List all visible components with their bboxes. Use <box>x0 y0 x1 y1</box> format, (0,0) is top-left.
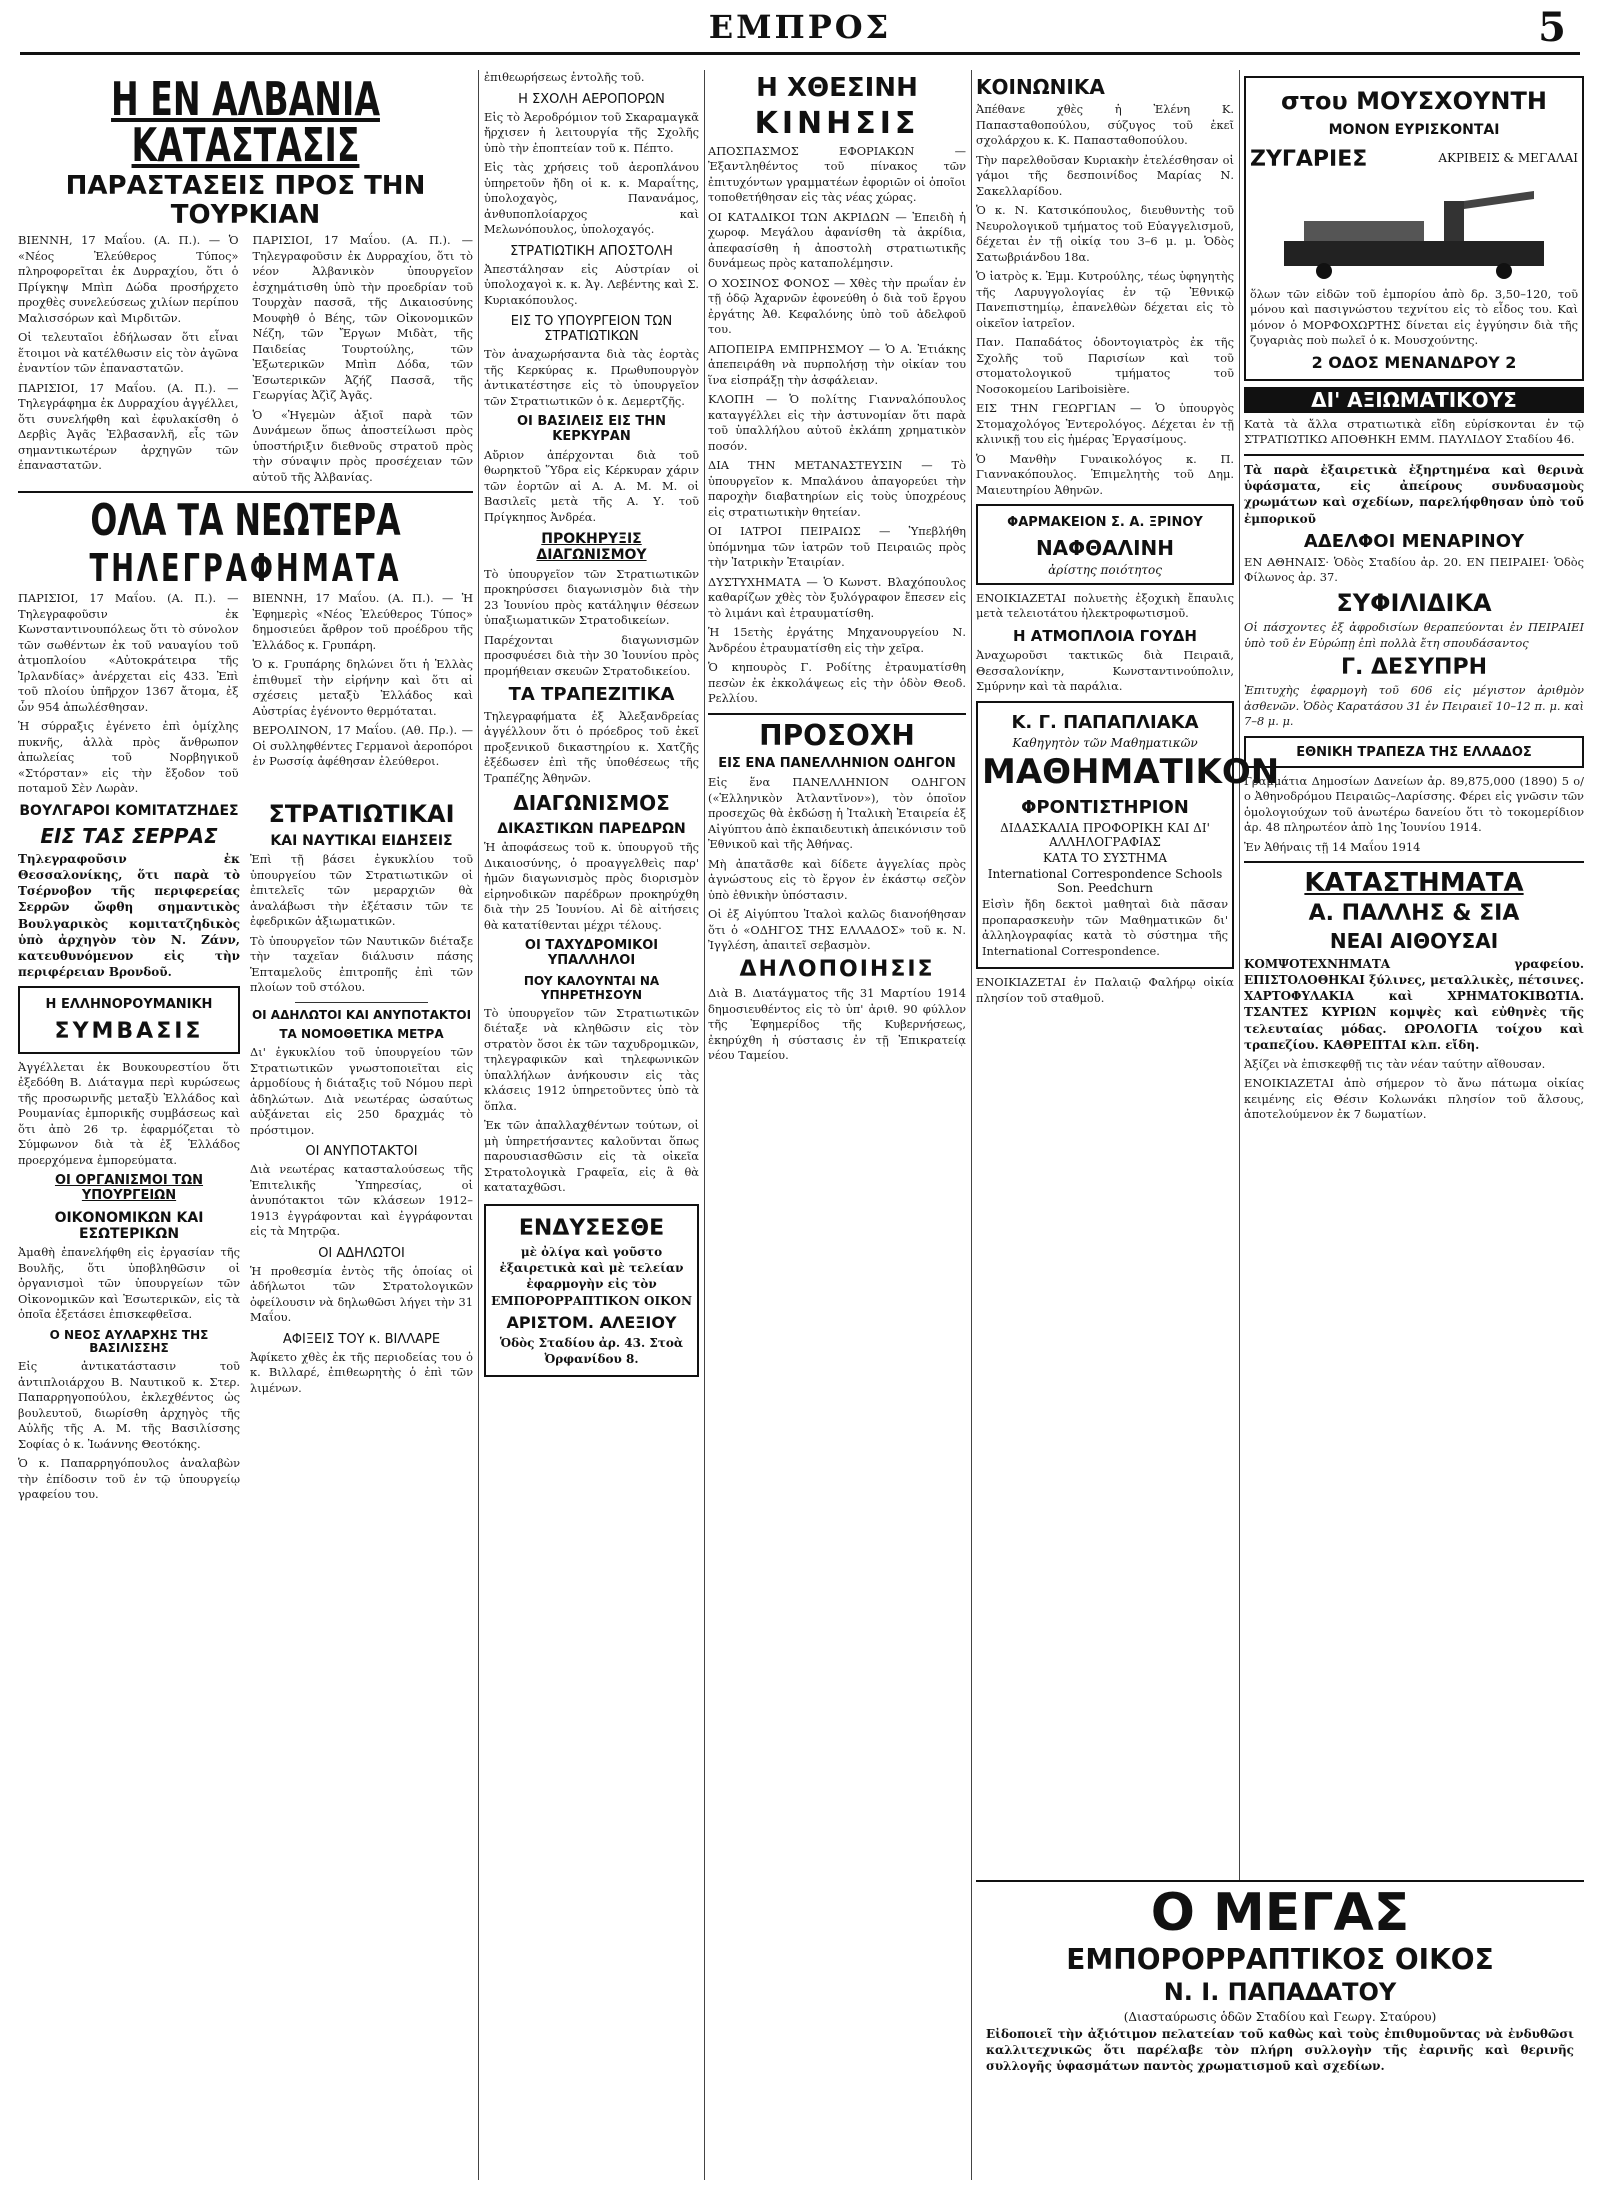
headline-attention: ΠΡΟΣΟΧΗ <box>759 718 915 752</box>
headline-kings-corfu: ΟΙ ΒΑΣΙΛΕΙΣ ΕΙΣ ΤΗΝ ΚΕΡΚΥΡΑΝ <box>516 414 667 444</box>
headline-social: ΚΟΙΝΩΝΙΚΑ <box>976 75 1105 99</box>
column-3 <box>708 70 966 2180</box>
article-paragraph: Ὁ ἰατρὸς κ. Ἐμμ. Κυτρούλης, τέως ὑφηγητὴς τῆς Λαρυγγολογίας ἐν τῷ Ἐθνικῷ Πανεπιστημίῳ, ἐπανελθὼν δέχεται εἰς τὸ οἰκεῖον ἰατρεῖον. <box>976 269 1234 330</box>
headline-movement: ΚΙΝΗΣΙΣ <box>754 105 920 141</box>
article-paragraph: ΚΟΜΨΟΤΕΧΝΗΜΑΤΑ γραφείου. ΕΠΙΣΤΟΛΟΘΗΚΑΙ ξύλινες, μεταλλικὲς, πέτσινες. ΧΑΡΤΟΦΥΛΑΚΙΑ καὶ ΧΡΗΜΑΤΟΚΙΒΩΤΙΑ. ΤΣΑΝΤΕΣ ΚΥΡΙΩΝ κομψὲς καὶ εὐθηνὲς τῆς τελευταίας μόδας. ΩΡΟΛΟΓΙΑ τοίχου καὶ τραπεζίου. ΚΑΘΡΕΠΤΑΙ κλπ. εἴδη. <box>1244 956 1584 1052</box>
article-paragraph: Ὁ «Ἡγεμὼν ἀξιοῖ παρὰ τῶν Δυνάμεων ὅπως ἀποστείλωσι πρὸς ὑποστήριξιν διεθνοῦς στρατοῦ πρὸς τὴν σύναψιν πρὸς προσέχειαν τῶν αὐτοῦ τῆς Ἀλβανίας. <box>252 407 473 484</box>
article-paragraph: Διὰ Β. Διατάγματος τῆς 31 Μαρτίου 1914 δημοσιευθέντος εἰς τὸ ὑπ' ἀριθ. 90 φύλλον τῆς Ἐφημερίδος τῆς Κυβερνήσεως, ἐκηρύχθη ἡ σύστασις ἐν τῇ Ἐπικρατείᾳ νέου Ταμείου. <box>708 986 966 1063</box>
article-paragraph: Εἰς ἕνα ΠΑΝΕΛΛΗΝΙΟΝ ΟΔΗΓΟΝ («Ἑλληνικὸν Ἀτλαντῖνον»), τὸν ὁποῖον προσεχῶς θὰ ἐκδώσῃ ἡ Ἰταλικὴ Ἑταιρεία ἐξ Αἰγύπτου ἀπὸ ἐκπαιδευτικὴ ἀπεικόνισιν τοῦ Ἐθνικοῦ καὶ τῆς Ἀθήνας. <box>708 775 966 852</box>
pharmacy-ad <box>976 504 1234 585</box>
bank-name: ΕΘΝΙΚΗ ΤΡΑΠΕΖΑ ΤΗΣ ΕΛΛΑΔΟΣ <box>1296 744 1532 760</box>
article-paragraph: Ἀπέθανε χθὲς ἡ Ἐλένη Κ. Παπασταθοπούλου, σύζυγος τοῦ ἐκεῖ σχολάρχου κ. Κ. Παπασταθοπούλου. <box>976 102 1234 147</box>
article-paragraph: ΕΝΟΙΚΙΑΖΕΤΑΙ πολυετὴς ἐξοχικὴ ἔπαυλις μετὰ τελειοτάτου ἠλεκτροφωτισμοῦ. <box>976 590 1234 621</box>
telegrams-article <box>18 591 473 797</box>
newspaper-title: ΕΜΠΡΟΣ <box>708 8 892 46</box>
headline-albania: Η ΕΝ ΑΛΒΑΝΙΑ ΚΑΤΑΣΤΑΣΙΣ <box>111 72 380 172</box>
article-paragraph: ὅλων τῶν εἰδῶν τοῦ ἐμπορίου ἀπὸ δρ. 3,50–120, τοῦ μόνου καὶ πασιγνώστου τεχνίτου εἰς τὸ εἶδος του. Καὶ μόνον ὁ ΜΟΡΦΟΧΩΡΤΗΣ δίνεται εἰς ἐγγύησιν διὰ τῆς ζυγαριὰς ποὺ πωλεῖ ὁ κ. Μουσχούντης. <box>1250 286 1578 348</box>
tutor-title: Καθηγητὸν τῶν Μαθηματικῶν <box>1012 736 1198 751</box>
article-paragraph: ΠΑΡΙΣΙΟΙ, 17 Μαΐου. (Α. Π.). — Τηλεγράφημα ἐκ Δυρραχίου ἀγγέλλει, ὅτι συνελήφθη καὶ ἐφυλακίσθη ὁ Δερβὶς Ἀγᾶς Ἐλβασανλῆ, εἷς τῶν σημαντικωτέρων ἀρχηγῶν τῶν ἐπαναστατῶν. <box>18 380 239 473</box>
article-paragraph: Οἱ πάσχοντες ἐξ ἀφροδισίων θεραπεύονται ἐν ΠΕΙΡΑΙΕΙ ὑπὸ τοῦ ἐν Εὐρώπῃ ἐπὶ πολλὰ ἔτη σπουδάσαντος <box>1244 620 1584 650</box>
subheadline-treaty: ΣΥΜΒΑΣΙΣ <box>54 1019 204 1045</box>
headline-treaty: Η ΕΛΛΗΝΟΡΟΥΜΑΝΙΚΗ <box>45 997 213 1013</box>
article-paragraph: Εἰς ἀντικατάστασιν τοῦ ἀντιπλοιάρχου Β. Ναυτικοῦ κ. Στερ. Παπαρρηγοπούλου, ἐκλεχθέντος ὡς βουλευτοῦ, διωρίσθη ἀρχηγὸς τῆς Αὐλῆς τῆς Α. Μ. τῆς Βασιλίσσης Σοφίας ὁ κ. Ἰωάννης Θεοτόκης. <box>18 1359 240 1451</box>
article-paragraph: Αὔριον ἀπέρχονται διὰ τοῦ θωρηκτοῦ Ὕδρα εἰς Κέρκυραν χάριν τῶν ἑορτῶν αἱ Α. Α. Μ. Μ. οἱ Βασιλεῖς μετὰ τῆς Α. Υ. τοῦ Πρίγκηπος Ἀνδρέα. <box>484 447 699 524</box>
headline-draft-dodgers: ΟΙ ΑΔΗΛΩΤΟΙ ΚΑΙ ΑΝΥΠΟΤΑΚΤΟΙ <box>251 1007 472 1022</box>
headline-chamberlain: Ο ΝΕΟΣ ΑΥΛΑΡΧΗΣ ΤΗΣ ΒΑΣΙΛΙΣΣΗΣ <box>49 1327 209 1356</box>
tutoring-note: ΚΑΤΑ ΤΟ ΣΥΣΤΗΜΑ <box>1042 851 1168 866</box>
tailor-ad <box>484 1204 699 1377</box>
papadatos-subheadline: ΕΜΠΟΡΟΡΡΑΠΤΙΚΟΣ ΟΙΚΟΣ <box>1066 1942 1494 1976</box>
headline-unregistered: ΟΙ ΑΔΗΛΩΤΟΙ <box>318 1245 405 1261</box>
subheadline-guide: ΕΙΣ ΕΝΑ ΠΑΝΕΛΛΗΝΙΟΝ ΟΔΗΓΟΝ <box>718 756 956 772</box>
article-paragraph: Τηλεγραφοῦσιν ἐκ Θεσσαλονίκης, ὅτι παρὰ τὸ Τσέρνοβον τῆς περιφερείας Σερρῶν ὤφθη σημαντικὸς Βουλγαρικὸς κομιτατζηδικὸς ὑπὸ ἀρχηγὸν τὸν Ν. Ζάνν, κατευθυνόμενον εἰς τὴν περιφέρειαν Βρονδοῦ. <box>18 851 240 980</box>
treaty-box <box>18 986 240 1053</box>
article-paragraph: Ὁ κηπουρὸς Γ. Ροδίτης ἐτραυματίσθη πεσὼν ἐκ ἐκκολάψεως εἰς τὴν ὁδὸν Θεοδ. Ρελλίου. <box>708 660 966 706</box>
article-paragraph: ΔΥΣΤΥΧΗΜΑΤΑ — Ὁ Κωνστ. Βλαχόπουλος καθαρίζων χθὲς τὸν ξυλόγραφον ἔπεσεν εἰς τὸ λιμάνι καὶ ἐτραυματίσθη. <box>708 574 966 620</box>
doctor-name: Γ. ΔΕΣΥΠΡΗ <box>1341 655 1487 681</box>
article-paragraph: Ὁ Μανθὴν Γυναικολόγος κ. Π. Γιαννακόπουλος. Ἐπιμελητὴς τοῦ Δημ. Μαιευτηρίου Ἀθηνῶν. <box>976 451 1234 497</box>
ad-business-name: ΑΡΙΣΤΟΜ. ΑΛΕΞΙΟΥ <box>506 1312 677 1332</box>
tutoring-note: ΔΙΔΑΣΚΑΛΙΑ ΠΡΟΦΟΡΙΚΗ ΚΑΙ ΔΙ' ΑΛΛΗΛΟΓΡΑΦΙΑΣ <box>1000 821 1210 850</box>
headline-military: ΣΤΡΑΤΙΩΤΙΚΑΙ <box>268 799 455 828</box>
column-divider <box>1239 70 1240 2180</box>
article-paragraph: ΒΕΡΟΛΙΝΟΝ, 17 Μαΐου. (Αθ. Πρ.). — Οἱ συλληφθέντες Γερμανοὶ ἀεροπόροι ἐν Ρωσσίᾳ ἀφέθησαν ἐλεύθεροι. <box>252 723 473 769</box>
headline-ministries: ΟΙ ΟΡΓΑΝΙΣΜΟΙ ΤΩΝ ΥΠΟΥΡΓΕΙΩΝ <box>54 1173 204 1203</box>
article-paragraph: Οἱ ἐξ Αἰγύπτου Ἰταλοὶ καλῶς διανοήθησαν ὅτι ὁ «ΟΔΗΓΟΣ ΤΗΣ ΕΛΛΑΔΟΣ» τοῦ κ. Ν. Ἰγγλέση, ἀπαιτεῖ σεβασμὸν. <box>708 907 966 953</box>
article-paragraph: ΕΙΣ ΤΗΝ ΓΕΩΡΓΙΑΝ — Ὁ ὑπουργὸς Στομαχολόγος Ἐντερολόγος. Δέχεται ἐν τῇ κλινικῇ του εἰς ἡμέρας Ἐργασίμους. <box>976 401 1234 446</box>
headline-yesterday: Η ΧΘΕΣΙΝΗ <box>756 73 918 103</box>
bank-ad-header <box>1244 736 1584 768</box>
article-paragraph: Παν. Παπαδάτος ὁδοντογιατρὸς ἐκ τῆς Σχολῆς τοῦ Παρισίων καὶ τοῦ στοματολογικοῦ τμήματος τοῦ Νοσοκομείου Lariboisière. <box>976 335 1234 396</box>
ad-headline-dress: ΕΝΔΥΣΕΣΘΕ <box>518 1215 665 1241</box>
article-paragraph: Ἀφίκετο χθὲς ἐκ τῆς περιοδείας του ὁ κ. Βιλλαρέ, ἐπιθεωρητὴς ὁ ἐπὶ τῶν λιμένων. <box>250 1349 473 1395</box>
headline-latest: ΟΛΑ ΤΑ ΝΕΩΤΕΡΑ <box>90 495 401 547</box>
section-rule <box>1244 454 1584 456</box>
papadatos-name: Ν. Ι. ΠΑΠΑΔΑΤΟΥ <box>1163 1978 1397 2007</box>
article-paragraph: Ὁ κ. Παπαρρηγόπουλος ἀναλαβὼν τὴν ἐπίδοσιν τοῦ ἐν τῷ ὑπουργείῳ γραφείου του. <box>18 1456 240 1502</box>
headline-insubordinates: ΟΙ ΑΝΥΠΟΤΑΚΤΟΙ <box>305 1144 418 1160</box>
column-5 <box>1244 70 1584 2180</box>
article-paragraph: Ἀγγέλλεται ἐκ Βουκουρεστίου ὅτι ἐξεδόθη Β. Διάταγμα περὶ κυρώσεως τῆς προσωρινῆς μεταξὺ Ἑλλάδος καὶ Ρουμανίας ἐμπορικῆς συμβάσεως καὶ ὅτι ἀπὸ 26 τρ. ἐφαρμόζεται τὸ Σύμφωνον διὰ τὰ ἐξ Ἑλλάδος προερχόμενα ἐμπορεύματα. <box>18 1059 240 1167</box>
article-paragraph: Ἐν Ἀθήναις τῇ 14 Μαΐου 1914 <box>1244 839 1421 854</box>
article-paragraph: Τὸ ὑπουργεῖον τῶν Στρατιωτικῶν διέταξε νὰ κληθῶσιν εἰς τὸν στρατὸν ὅσοι ἐκ τῶν ταχυδρομικῶν, τηλεγραφικῶν καὶ τηλεφωνικῶν ὑπαλλήλων ἀνήκουσιν εἰς τὰς κλάσεις 1912 ὑπηρετοῦντες ὑπὸ τὰ ὅπλα. <box>484 1005 699 1113</box>
column-2 <box>484 70 699 2180</box>
headline-villare: ΑΦΙΞΕΙΣ ΤΟΥ κ. ΒΙΛΛΑΡΕ <box>282 1331 441 1347</box>
papadatos-ad <box>976 1880 1584 2182</box>
scales-address: 2 ΟΔΟΣ ΜΕΝΑΝΔΡΟΥ 2 <box>1311 352 1517 372</box>
article-paragraph: Τὸ ὑπουργεῖον τῶν Στρατιωτικῶν προκηρύσσει διαγωνισμὸν διὰ τὴν 23 Ἰουνίου πρὸς κατάληψιν θέσεων ὑπαξιωματικῶν Στρατοδικείων. <box>484 566 699 628</box>
headline-bulgarians: ΒΟΥΛΓΑΡΟΙ ΚΟΜΙΤΑΤΖΗΔΕΣ <box>19 802 239 819</box>
section-rule <box>708 713 966 715</box>
page-number: 5 <box>1538 4 1566 51</box>
article-paragraph: Τηλεγραφήματα ἐξ Ἀλεξανδρείας ἀγγέλλουν ὅτι ὁ πρόεδρος τοῦ ἐκεῖ προξενικοῦ δικαστηρίου κ. Χατζῆς ἐξέδωσεν ἐπὶ τῆς ὑποθέσεως τῆς Τραπέζης Ἀθηνῶν. <box>484 708 699 785</box>
headline-postal: ΟΙ ΤΑΧΥΔΡΟΜΙΚΟΙ ΥΠΑΛΛΗΛΟΙ <box>524 938 659 969</box>
scales-tagline: ΜΟΝΟΝ ΕΥΡΙΣΚΟΝΤΑΙ <box>1328 121 1500 138</box>
section-rule <box>1244 861 1584 863</box>
scales-shop: στου ΜΟΥΣΧΟΥΝΤΗ <box>1281 87 1547 115</box>
menarinos-name: ΑΔΕΛΦΟΙ ΜΕΝΑΡΙΝΟΥ <box>1303 530 1525 552</box>
ad-text: μὲ ὀλίγα καὶ γοῦστο ἐξαιρετικὰ καὶ μὲ τελείαν ἐφαρμογὴν εἰς τὸν ΕΜΠΟΡΟΡΡΑΠΤΙΚΟΝ ΟΙΚΟΝ <box>491 1245 692 1308</box>
article-paragraph: ΒΙΕΝΝΗ, 17 Μαΐου. (Α. Π.). — Ἡ Ἐφημερὶς «Νέος Ἐλεύθερος Τύπος» δημοσιεύει ἄρθρον τοῦ προέδρου τῆς Ἑλλάδος κ. Γρυπάρη. <box>252 591 473 652</box>
masthead-rule <box>20 52 1580 55</box>
article-paragraph: Ἀμαθὴ ἐπανελήφθη εἰς ἐργασίαν τῆς Βουλῆς, ὅτι ὑποβληθῶσιν οἱ ὀργανισμοὶ τῶν ὑπουργείων τῶν Οἰκονομικῶν καὶ Ἐσωτερικῶν, εἰς τὰ ὁποῖα ἐξετάσει ἐπισκεφθεῖσα. <box>18 1245 240 1322</box>
pallis-name: Α. ΠΑΛΛΗΣ & ΣΙΑ <box>1308 900 1520 926</box>
article-paragraph: ΑΠΟΣΠΑΣΜΟΣ ΕΦΟΡΙΑΚΩΝ — Ἐξαντληθέντος τοῦ πίνακος τῶν ἐπιτυχόντων γραμματέων ἐφοριῶν οἱ ὁποῖοι τοποθετήθησαν εἰς τὰς νέας χώρας. <box>708 143 966 205</box>
article-paragraph: ΑΠΟΠΕΙΡΑ ΕΜΠΡΗΣΜΟΥ — Ὁ Α. Ἐτιάκης ἀπεπειράθη νὰ πυρπολήσῃ τὴν οἰκίαν του ἵνα εἰσπράξῃ τὴν ἀσφάλειαν. <box>708 341 966 387</box>
subheadline-ministries: ΟΙΚΟΝΟΜΙΚΩΝ ΚΑΙ ΕΣΩΤΕΡΙΚΩΝ <box>54 1209 204 1242</box>
subheadline-serres: ΕΙΣ ΤΑΣ ΣΕΡΡΑΣ <box>40 823 218 848</box>
article-paragraph: Ἡ 15ετὴς ἐργάτης Μηχανουργείου Ν. Ἀνδρέου ἐτραυματίσθη εἰς τὴν χεῖρα. <box>708 625 966 655</box>
stores-title: ΚΑΤΑΣΤΗΜΑΤΑ <box>1304 868 1524 899</box>
subheadline-draft-dodgers: ΤΑ ΝΟΜΟΘΕΤΙΚΑ ΜΕΤΡΑ <box>279 1027 444 1042</box>
article-paragraph: Τὴν παρελθοῦσαν Κυριακὴν ἐτελέσθησαν οἱ γάμοι τῆς δεσποινίδος Μαρίας Ν. Σακελλαρίδου. <box>976 152 1234 198</box>
article-paragraph: Παρέχονται διαγωνισμῶν προσφυέσει διὰ τὴν 30 Ἰουνίου πρὸς προμήθειαν σκευῶν Στρατοδικείου. <box>484 632 699 678</box>
subheadline-judicial: ΔΙΚΑΣΤΙΚΩΝ ΠΑΡΕΔΡΩΝ <box>497 821 686 838</box>
article-paragraph: Εἰδοποιεῖ τὴν ἀξιότιμον πελατείαν τοῦ καθὼς καὶ τοὺς ἐπιθυμοῦντας νὰ ἐνδυθῶσι καλλιτεχνικῶς ὅτι παρέλαβε τὸν πλήρη συλλογὴν τῆς ἐαρινῆς καὶ θερινῆς συλλογῆς ὑφασμάτων παντὸς χρωματισμοῦ καὶ σχεδίων. <box>986 2026 1574 2074</box>
headline-notice: ΔΗΛΟΠΟΙΗΣΙΣ <box>739 956 935 982</box>
masthead <box>20 0 1580 58</box>
tutor-name: Κ. Γ. ΠΑΠΑΠΛΙΑΚΑ <box>1011 711 1199 733</box>
scales-ad <box>1244 76 1584 381</box>
article-paragraph: Ἡ σύρραξις ἐγένετο ἐπὶ ὀμίχλης πυκνῆς, ἀλλὰ πρὸς ἄνθρωπον ἀπωλείας τοῦ Νορβηγικοῦ «Στόρσταν» εἰς τὴν ἔξοδον τοῦ ποταμοῦ Σὲν Λωρὰν. <box>18 719 239 796</box>
column-divider <box>478 70 479 2180</box>
article-paragraph: Ἀπεστάλησαν εἰς Αὐστρίαν οἱ ὑπολοχαγοὶ κ. κ. Ἀγ. Λεβέντης καὶ Σ. Κυριακόπουλος. <box>484 261 699 307</box>
article-paragraph: ΠΑΡΙΣΙΟΙ, 17 Μαΐου. (Α. Π.). — Τηλεγραφοῦσιν ἐκ Δυρραχίου, ὅτι τὸ νέον Ἀλβανικὸν ὑπουργεῖον ἐσχημάτισθη ὑπὸ τὴν προεδρίαν τοῦ Τουρχὰν πασσᾶ, τῆς Δικαιοσύνης Μουφὴθ ὁ Βέης, τῶν Οἰκονομικῶν Νέζη, τῶν Ἔργων Μιδὰτ, τῆς Παιδείας Τουρτούλης, τῶν Ἐξωτερικῶν Μπὶπ Δόδα, τῶν Ἐσωτερικῶν Ἀζήζ Πασσᾶ, τῆς Γεωργίας Ἀζὶζ Ἀγᾶς. <box>252 233 473 403</box>
article-paragraph: Ὁ κ. Ν. Κατσικόπουλος, διευθυντὴς τοῦ Νευρολογικοῦ τμήματος τοῦ Εὐαγγελισμοῦ, δέχεται ἐν τῇ οἰκίᾳ του 3–6 μ. μ. Ὁδὸς Σατωβριάνδου 18α. <box>976 203 1234 264</box>
pharmacy-note: ἀρίστης ποιότητος <box>1048 562 1162 577</box>
article-paragraph: ἐπιθεωρήσεως ἐντολῆς τοῦ. <box>484 70 645 84</box>
ad-address: Ὁδὸς Σταδίου ἀρ. 43. Στοὰ Ὀρφανίδου 8. <box>499 1335 684 1367</box>
article-paragraph: ΔΙΑ ΤΗΝ ΜΕΤΑΝΑΣΤΕΥΣΙΝ — Τὸ ὑπουργεῖον κ. Μπαλάνου ἀπαγορεύει τὴν παροχὴν διαβατηρίων εἰς τοὺς ὑποχρέους εἰς στρατιωτικὴν θητείαν. <box>708 458 966 519</box>
article-paragraph: ΚΛΟΠΗ — Ὁ πολίτης Γιανναλόπουλος καταγγέλλει εἰς τὴν ἀστυνομίαν ὅτι παρὰ τοῦ ὑπαλλήλου αὐτοῦ ἐκλάπη χρηματικὸν ποσόν. <box>708 392 966 453</box>
article-paragraph: Γραμμάτια Δημοσίων Δανείων ἀρ. 89,875,000 (1890) 5 ο/ο Ἀθηνοδρόμου Πειραιῶς–Λαρίσσης. Φέρει εἰς γνῶσιν τῶν ὁμολογιούχων τοῦ ἀνωτέρω δανείου ὅτι τὸ τοκομερίδιον ἀρ. 48 πληρωτέον ἀπὸ 1ης Ἰουνίου 1914. <box>1244 773 1584 835</box>
article-paragraph: Ἐπιτυχὴς ἐφαρμογὴ τοῦ 606 εἰς μέγιστον ἀριθμὸν ἀσθενῶν. Ὁδὸς Καρατάσου 31 ἐν Πειραιεῖ 10–12 π. μ. καὶ 7–8 μ. μ. <box>1244 683 1584 729</box>
headline-judicial: ΔΙΑΓΩΝΙΣΜΟΣ <box>513 791 670 816</box>
divider <box>295 1002 429 1003</box>
papadatos-address: (Διασταύρωσις ὁδῶν Σταδίου καὶ Γεωργ. Σταύρου) <box>1123 2009 1437 2024</box>
article-paragraph: Τὰ παρὰ ἐξαιρετικὰ ἐξηρτημένα καὶ θερινὰ ὑφάσματα, εἰς ἀπείρους συνδυασμοὺς χρωμάτων καὶ σχεδίων, παρελήφθησαν ὑπὸ τοῦ ἐμπορικοῦ <box>1244 462 1584 526</box>
article-paragraph: Τὸν ἀναχωρήσαντα διὰ τὰς ἑορτὰς τῆς Κερκύρας κ. Πρωθυπουργὸν ἀντικατέστησε εἰς τὸ ὑπουργεῖον τῶν Στρατιωτικῶν ὁ κ. Δεμερτζῆς. <box>484 347 699 408</box>
column-divider <box>971 70 972 2180</box>
pallis-sub: ΝΕΑΙ ΑΙΘΟΥΣΑΙ <box>1329 928 1499 953</box>
article-paragraph: Ἀναχωροῦσι τακτικῶς διὰ Πειραιᾶ, Θεσσαλονίκην, Κωνσταντινούπολιν, Σμύρνην καὶ τὰ παράλια. <box>976 648 1234 694</box>
article-paragraph: ΒΙΕΝΝΗ, 17 Μαΐου. (Α. Π.). — Ὁ «Νέος Ἐλεύθερος Τύπος» πληροφορεῖται ἐκ Δυρραχίου, ὅτι ὁ Πρίγκηψ Μπὶπ Δώδα προσήρχετο προχθὲς συνελεύσεως χιλίων περίπου Μαλισσόρων καὶ Μιρδιτῶν. <box>18 233 239 325</box>
tutoring-headline: ΜΑΘΗΜΑΤΙΚΟΝ <box>982 752 1280 793</box>
tutoring-ad <box>976 701 1280 970</box>
article-paragraph: Οἱ τελευταῖοι ἐδήλωσαν ὅτι εἶναι ἕτοιμοι νὰ κατέλθωσιν εἰς τὸν ἀγῶνα ἐναντίον τῶν ἐπαναστατῶν. <box>18 330 239 376</box>
article-paragraph: Εἰσὶν ἤδη δεκτοὶ μαθηταὶ διὰ πᾶσαν προπαρασκευὴν τῶν Μαθηματικῶν δι' ἀλληλογραφίας κατὰ τὸ σύστημα τῆς International Correspondence. <box>982 897 1228 958</box>
article-paragraph: ΕΝΟΙΚΙΑΖΕΤΑΙ ἀπὸ σήμερον τὸ ἄνω πάτωμα οἰκίας κειμένης εἰς Θέσιν Κολωνάκι πλησίον τοῦ ἄλσους, ἀποτελούμενον ἐκ 7 δωματίων. <box>1244 1076 1584 1122</box>
tutoring-note: International Correspondence Schools Son. Peedchurn <box>987 867 1223 896</box>
article-paragraph: Εἰς τὸ Ἀεροδρόμιον τοῦ Σκαραμαγκᾶ ἤρχισεν ἡ λειτουργία τῆς Σχολῆς ὑπὸ τὴν ἐποπτείαν τοῦ κ. Πέπτο. <box>484 109 699 155</box>
article-paragraph: Ἐπὶ τῇ βάσει ἐγκυκλίου τοῦ ὑπουργείου τῶν Στρατιωτικῶν οἱ ἐπιτελεῖς τῶν μεραρχιῶν θὰ ἀναλάβωσι τὴν ἐξέτασιν τῶν τε ἐφεδρικῶν ἀξιωματικῶν. <box>250 852 473 929</box>
article-paragraph: ΕΝ ΑΘΗΝΑΙΣ· Ὁδὸς Σταδίου ἀρ. 20. ΕΝ ΠΕΙΡΑΙΕΙ· Ὁδὸς Φίλωνος ἀρ. 37. <box>1244 554 1584 585</box>
section-rule <box>18 491 473 493</box>
article-paragraph: Δι' ἐγκυκλίου τοῦ ὑπουργείου τῶν Στρατιωτικῶν γνωστοποιεῖται εἰς ἁρμοδίους ἡ διάταξις τοῦ Νόμου περὶ ἀδηλώτων. Διὰ νεωτέρας ὡσαύτως αὐξάνεται εἰς 250 δραχμάς τὸ πρόστιμον. <box>250 1045 473 1137</box>
article-paragraph: Ἀξίζει νὰ ἐπισκεφθῇ τις τὰν νέαν ταύτην αἴθουσαν. <box>1244 1056 1546 1071</box>
article-paragraph: ΟΙ ΙΑΤΡΟΙ ΠΕΙΡΑΙΩΣ — Ὑπεβλήθη ὑπόμνημα τῶν ἰατρῶν τοῦ Πειραιῶς πρὸς τὴν Ἰατρικὴν Ἑταιρίαν. <box>708 524 966 570</box>
article-paragraph: Διὰ νεωτέρας κατασταλούσεως τῆς Ἐπιτελικῆς Ὑπηρεσίας, οἱ ἀνυπότακτοι τῶν κλάσεων 1912–1913 ἐγγράφονται καὶ ἐγγράφονται εἰς τὰ Μητρῷα. <box>250 1162 473 1239</box>
lower-left <box>18 797 240 1507</box>
article-paragraph: Ἐκ τῶν ἀπαλλαχθέντων τούτων, οἱ μὴ ὑπηρετήσαντες καλοῦνται ὅπως παρουσιασθῶσιν εἰς τὰ οἰκεῖα Στρατολογικὰ Γραφεῖα, εἰς ἃ θὰ καταταχθῶσι. <box>484 1118 699 1195</box>
scales-title: ΖΥΓΑΡΙΕΣ <box>1250 146 1368 172</box>
article-paragraph: Τὸ ὑπουργεῖον τῶν Ναυτικῶν διέταξε τὴν ταχεῖαν διάλυσιν πάσης Ἑπταμελοῦς ἐπιτροπῆς ἐπὶ τῶν πλοίων τοῦ στόλου. <box>250 933 473 995</box>
article-paragraph: ΟΙ ΚΑΤΑΔΙΚΟΙ ΤΩΝ ΑΚΡΙΔΩΝ — Ἐπειδὴ ἡ χωροφ. Μεγάλου ἀφανίσθη τὰ ἀκρίδια, ἀπεφασίσθη ἡ ἀποστολὴ στρατιωτικῆς δυνάμεως πρὸς καταπολέμησιν. <box>708 209 966 271</box>
headline-ministry: ΕΙΣ ΤΟ ΥΠΟΥΡΓΕΙΟΝ ΤΩΝ ΣΤΡΑΤΙΩΤΙΚΩΝ <box>510 314 673 344</box>
subheadline-albania: ΠΑΡΑΣΤΑΣΕΙΣ ΠΡΟΣ ΤΗΝ ΤΟΥΡΚΙΑΝ <box>65 171 426 230</box>
scale-illustration <box>1260 181 1568 281</box>
scales-note: ΑΚΡΙΒΕΙΣ & ΜΕΓΑΛΑΙ <box>1438 150 1578 165</box>
officers-ad-title: ΔΙ' ΑΞΙΩΜΑΤΙΚΟΥΣ <box>1244 387 1584 413</box>
albania-article <box>18 233 473 485</box>
article-paragraph: Μὴ ἀπατᾶσθε καὶ δίδετε ἀγγελίας πρὸς ἀγνώστους εἰς τὸ ἔργον ἐν ἑκάστῳ σεζὸν ὑπὸ ἐθνικὴν ὑπόστασιν. <box>708 856 966 902</box>
article-paragraph: Ἡ ἀποφάσεως τοῦ κ. ὑπουργοῦ τῆς Δικαιοσύνης, ὁ προαγγελθεὶς παρ' ἡμῶν διαγωνισμὸς πρὸς διορισμὸν εἰρηνοδικῶν παρέδρων προκηρύχθη διὰ τὴν 25 Ἰουνίου. Αἱ δὲ αἰτήσεις θὰ κατατίθενται μέχρι τέλους. <box>484 840 699 932</box>
column-divider <box>704 70 705 2180</box>
column-1 <box>18 70 473 2180</box>
papadatos-headline: Ο ΜΕΓΑΣ <box>1150 1883 1410 1943</box>
headline-competition: ΠΡΟΚΗΡΥΞΙΣ ΔΙΑΓΩΝΙΣΜΟΥ <box>536 531 647 564</box>
headline-military-mission: ΣΤΡΑΤΙΩΤΙΚΗ ΑΠΟΣΤΟΛΗ <box>510 243 673 259</box>
article-paragraph: Κατὰ τὰ ἄλλα στρατιωτικὰ εἴδη εὑρίσκονται ἐν τῷ ΣΤΡΑΤΙΩΤΙΚΩ ΑΠΟΘΗΚΗ ΕΜΜ. ΠΑΥΛΙΔΟΥ Σταδίου 46. <box>1244 416 1584 447</box>
headline-shipping: Η ΑΤΜΟΠΛΟΙΑ ΓΟΥΔΗ <box>1013 626 1197 645</box>
tutoring-subheadline: ΦΡΟΝΤΙΣΤΗΡΙΟΝ <box>1021 796 1189 818</box>
article-paragraph: Εἰς τὰς χρήσεις τοῦ ἀεροπλάνου ὑπηρετοῦν ἤδη οἱ κ. κ. Μαραΐτης, ὑπολοχαγὸς, Πανανάμος, ἀνθυποπλοίαρχος καὶ Μελωνόπουλος, ὑπολοχαγός. <box>484 160 699 236</box>
lower-right <box>250 797 473 1507</box>
pharmacy-name: ΦΑΡΜΑΚΕΙΟΝ Σ. Α. ΞΡΙΝΟΥ <box>1007 515 1203 530</box>
subheadline-military: ΚΑΙ ΝΑΥΤΙΚΑΙ ΕΙΔΗΣΕΙΣ <box>270 833 453 850</box>
lower-section <box>18 797 473 1507</box>
article-paragraph: Ἡ προθεσμία ἐντὸς τῆς ὁποίας οἱ ἀδήλωτοι τῶν Στρατολογικῶν ὀφείλουσιν νὰ δηλωθῶσι λήγει τὴν 31 Μαΐου. <box>250 1263 473 1325</box>
pharmacy-product: ΝΑΦΘΑΛΙΝΗ <box>1035 535 1175 560</box>
syphilis-ad-title: ΣΥΦΙΛΙΔΙΚΑ <box>1336 588 1492 617</box>
article-paragraph: Ο ΧΟΣΙΝΟΣ ΦΟΝΟΣ — Χθὲς τὴν πρωΐαν ἐν τῇ ὁδῷ Ἀχαρνῶν ἐφονεύθη ὁ διὰ τοῦ ἔργου ἐργάτης Ἀθ. Κεφαλόνης ὑπὸ τοῦ ἀδελφοῦ του. <box>708 275 966 337</box>
headline-aviation-school: Η ΣΧΟΛΗ ΑΕΡΟΠΟΡΩΝ <box>518 91 665 107</box>
scales-header <box>1250 141 1578 175</box>
headline-telegrams: ΤΗΛΕΓΡΑΦΗΜΑΤΑ <box>89 546 402 591</box>
subheadline-postal: ΠΟΥ ΚΑΛΟΥΝΤΑΙ ΝΑ ΥΠΗΡΕΤΗΣΟΥΝ <box>523 974 660 1003</box>
scale-icon <box>1260 181 1568 281</box>
article-paragraph: ΠΑΡΙΣΙΟΙ, 17 Μαΐου. (Α. Π.). — Τηλεγραφοῦσιν ἐκ Κωνσταντινουπόλεως ὅτι τὸ σύνολον τῶν σωθέντων ἐκ τοῦ ναυαγίου τοῦ ἀτμοπλοίου «Αὐτοκράτειρα τῆς Ἰρλανδίας» ἀνέρχεται εἰς 433. Ἐπὶ τοῦ πλοίου ὑπῆρχον 1367 ἄτομα, ἐξ ὧν 954 ἀπωλέσθησαν. <box>18 591 239 714</box>
article-paragraph: Ὁ κ. Γρυπάρης δηλώνει ὅτι ἡ Ἑλλὰς ἐπιθυμεῖ τὴν εἰρήνην καὶ ὅτι αἱ σχέσεις μεταξὺ Ἑλλάδος καὶ Αὐστρίας ἐγένοντο θερμόταται. <box>252 657 473 718</box>
article-paragraph: ΕΝΟΙΚΙΑΖΕΤΑΙ ἐν Παλαιῷ Φαλήρῳ οἰκία πλησίον τοῦ σταθμοῦ. <box>976 975 1234 1005</box>
headline-banking: ΤΑ ΤΡΑΠΕΖΙΤΙΚΑ <box>508 684 675 706</box>
